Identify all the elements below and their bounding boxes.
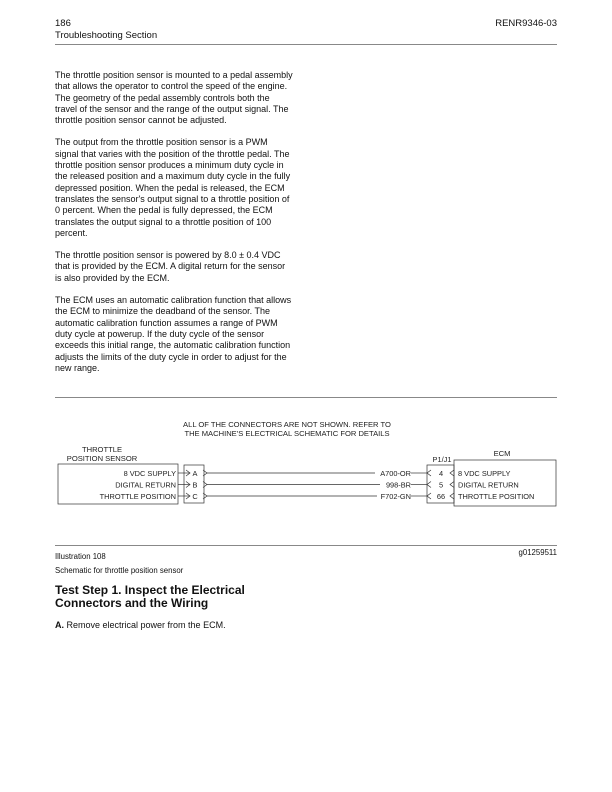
connector-label: P1/J1 xyxy=(432,455,452,464)
sensor-pin-label: DIGITAL RETURN xyxy=(115,480,176,490)
paragraph: The throttle position sensor is powered by 8.0 ± 0.4 VDC that is provided by the ECM. A digital return for the sensor is also provided by the ECM. xyxy=(55,250,286,283)
pin-arrow-icon xyxy=(203,470,207,476)
instruction-letter: A. xyxy=(55,620,64,630)
paragraph: The throttle position sensor is mounted to a pedal assembly that allows the operator to control the speed of the engine. The geometry of the pedal assembly controls both the travel of the sensor and the range of the output signal. The throttle position sensor cannot be adjusted. xyxy=(55,70,293,126)
ecm-pin-number: 5 xyxy=(438,480,444,490)
test-step-title xyxy=(55,584,315,610)
page-number: 186 xyxy=(55,18,71,29)
header-rule xyxy=(55,44,557,45)
image-id: g01259511 xyxy=(518,548,557,557)
schematic-note-line2: THE MACHINE'S ELECTRICAL SCHEMATIC FOR DETAILS xyxy=(184,429,390,438)
test-step-title-line2: Connectors and the Wiring xyxy=(55,596,209,610)
figure-caption: Schematic for throttle position sensor xyxy=(55,566,184,575)
test-step-title-line1: Test Step 1. Inspect the Electrical xyxy=(55,583,245,597)
ecm-pin-number: 66 xyxy=(436,492,446,501)
body-text xyxy=(55,70,293,385)
pin-arrow-icon xyxy=(203,493,207,499)
ecm-pin-label: 8 VDC SUPPLY xyxy=(458,469,511,478)
pin-arrow-icon xyxy=(450,482,454,488)
ecm-pin-number: 4 xyxy=(438,469,444,478)
sensor-title-line1: THROTTLE xyxy=(81,445,123,454)
wire-label: 998-BR xyxy=(385,480,411,490)
instruction-text: Remove electrical power from the ECM. xyxy=(66,620,226,630)
connector-pin: C xyxy=(192,492,198,501)
illustration-number: Illustration 108 xyxy=(55,552,106,561)
sensor-pin-label: THROTTLE POSITION xyxy=(99,492,176,501)
connector-pin: B xyxy=(192,480,198,490)
section-title: Troubleshooting Section xyxy=(55,30,158,41)
ecm-pin-label: THROTTLE POSITION xyxy=(458,492,535,501)
pin-arrow-icon xyxy=(203,482,207,488)
pin-arrow-icon xyxy=(427,493,431,499)
document-id: RENR9346-03 xyxy=(495,18,557,29)
schematic-note-line1: ALL OF THE CONNECTORS ARE NOT SHOWN. REFER TO xyxy=(183,420,391,429)
figure-top-rule xyxy=(55,397,557,398)
test-step-instruction xyxy=(55,620,226,630)
throttle-sensor-schematic xyxy=(0,400,612,540)
pin-arrow-icon xyxy=(427,482,431,488)
paragraph: The ECM uses an automatic calibration function that allows the ECM to minimize the deadband of the sensor. The automatic calibration function assumes a range of PWM duty cycle at powerup. If the duty cycle of the sensor exceeds this initial range, the automatic calibration function adjusts the limits of the duty cycle in order to adjust for the new range. xyxy=(55,295,292,373)
sensor-pin-label: 8 VDC SUPPLY xyxy=(123,469,176,478)
wire-label: F702-GN xyxy=(380,492,411,501)
pin-arrow-icon xyxy=(427,470,431,476)
wire-label: A700-OR xyxy=(380,469,411,478)
paragraph: The output from the throttle position sensor is a PWM signal that varies with the position of the throttle pedal. The throttle position sensor produces a minimum duty cycle in the released position and a maximum duty cycle in the fully depressed position. When the pedal is released, the ECM translates the sensor's output signal to a throttle position of 0 percent. When the pedal is fully depressed, the ECM translates the output signal to a throttle position of 100 percent. xyxy=(55,137,291,238)
connector-pin: A xyxy=(192,469,198,478)
figure-bottom-rule xyxy=(55,545,557,546)
ecm-pin-label: DIGITAL RETURN xyxy=(458,480,519,490)
pin-arrow-icon xyxy=(450,493,454,499)
ecm-title: ECM xyxy=(493,449,511,458)
pin-arrow-icon xyxy=(450,470,454,476)
sensor-title-line2: POSITION SENSOR xyxy=(66,454,138,463)
